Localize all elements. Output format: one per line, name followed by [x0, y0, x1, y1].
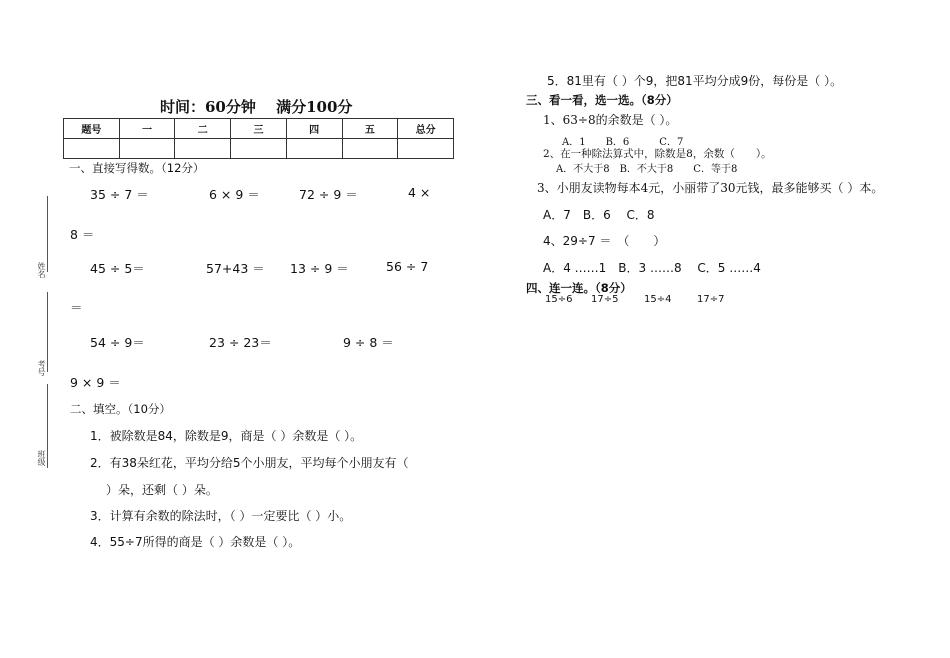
score-cell[interactable]	[119, 139, 175, 159]
score-header-cell: 总分	[398, 119, 454, 139]
section1-heading: 一、直接写得数。（12分）	[69, 161, 205, 175]
score-table-blank-row	[64, 139, 454, 159]
math-problem: 57+43 ＝	[206, 261, 265, 276]
score-header-cell: 五	[342, 119, 398, 139]
math-problem: 9 ÷ 8 ＝	[343, 335, 394, 350]
score-header-cell: 题号	[64, 119, 120, 139]
fill-blank-question: 4．55÷7所得的商是（ ）余数是（ ）。	[90, 535, 301, 549]
matching-item[interactable]: 15÷6	[545, 294, 573, 305]
class-label: 班级	[37, 450, 46, 466]
math-problem-wrap: 8 ＝	[70, 227, 95, 242]
choice-question: 2、在一种除法算式中，除数是8，余数（ ）。	[543, 148, 772, 160]
score-cell[interactable]	[175, 139, 231, 159]
score-cell[interactable]	[64, 139, 120, 159]
section4-heading: 四、连一连。（8分）	[526, 281, 632, 295]
score-cell[interactable]	[342, 139, 398, 159]
fill-blank-question-continued: ）朵，还剩（ ）朵。	[106, 483, 218, 497]
choice-options: A．7 B．6 C．8	[543, 208, 655, 222]
math-problem: 56 ÷ 7	[386, 259, 429, 274]
section2-heading: 二、填空。（10分）	[70, 402, 171, 416]
choice-question: 1、63÷8的余数是（ ）。	[543, 113, 678, 127]
math-problem: 45 ÷ 5＝	[90, 261, 145, 276]
matching-item[interactable]: 17÷5	[591, 294, 619, 305]
score-table	[63, 118, 454, 159]
choice-options: A．不大于8 B．不大于8 C．等于8	[556, 164, 738, 175]
score-cell[interactable]	[286, 139, 342, 159]
math-problem: 35 ÷ 7 ＝	[90, 187, 149, 202]
math-problem-wrap: 9 × 9 ＝	[70, 375, 121, 390]
math-problem: 23 ÷ 23＝	[209, 335, 272, 350]
section3-heading: 三、看一看，选一选。（8分）	[526, 93, 678, 107]
score-header-cell: 一	[119, 119, 175, 139]
matching-item[interactable]: 17÷7	[697, 294, 725, 305]
math-problem: 72 ÷ 9 ＝	[299, 187, 358, 202]
math-problem: 13 ÷ 9 ＝	[290, 261, 349, 276]
math-problem: 6 × 9 ＝	[209, 187, 260, 202]
math-problem-wrap: ＝	[70, 300, 83, 315]
binding-line-middle	[47, 292, 48, 372]
choice-options: A．4 ……1 B．3 ……8 C．5 ……4	[543, 261, 761, 275]
name-label: 姓名	[37, 262, 46, 278]
fill-blank-question: 3．计算有余数的除法时，（ ）一定要比（ ）小。	[90, 509, 352, 523]
choice-question: 4、29÷7 ＝ （ ）	[543, 234, 666, 248]
math-problem: 54 ÷ 9＝	[90, 335, 145, 350]
binding-line-top	[47, 196, 48, 272]
score-header-cell: 二	[175, 119, 231, 139]
choice-options: A．1 B．6 C．7	[562, 137, 684, 148]
exam-number-label: 考号	[37, 360, 46, 376]
score-cell[interactable]	[231, 139, 287, 159]
exam-title: 时间：60分钟 满分100分	[160, 98, 353, 116]
score-header-cell: 三	[231, 119, 287, 139]
math-problem: 4 ×	[408, 185, 431, 200]
score-table-header-row	[64, 119, 454, 139]
score-cell[interactable]	[398, 139, 454, 159]
score-header-cell: 四	[286, 119, 342, 139]
matching-item[interactable]: 15÷4	[644, 294, 672, 305]
fill-blank-question: 1．被除数是84，除数是9，商是（ ）余数是（ ）。	[90, 429, 363, 443]
choice-question: 3、小朋友读物每本4元，小丽带了30元钱，最多能够买（ ）本。	[537, 181, 884, 195]
binding-line-bottom	[47, 384, 48, 468]
fill-blank-question: 5．81里有（ ）个9，把81平均分成9份，每份是（ ）。	[547, 74, 843, 88]
fill-blank-question: 2．有38朵红花，平均分给5个小朋友，平均每个小朋友有（	[90, 456, 409, 470]
